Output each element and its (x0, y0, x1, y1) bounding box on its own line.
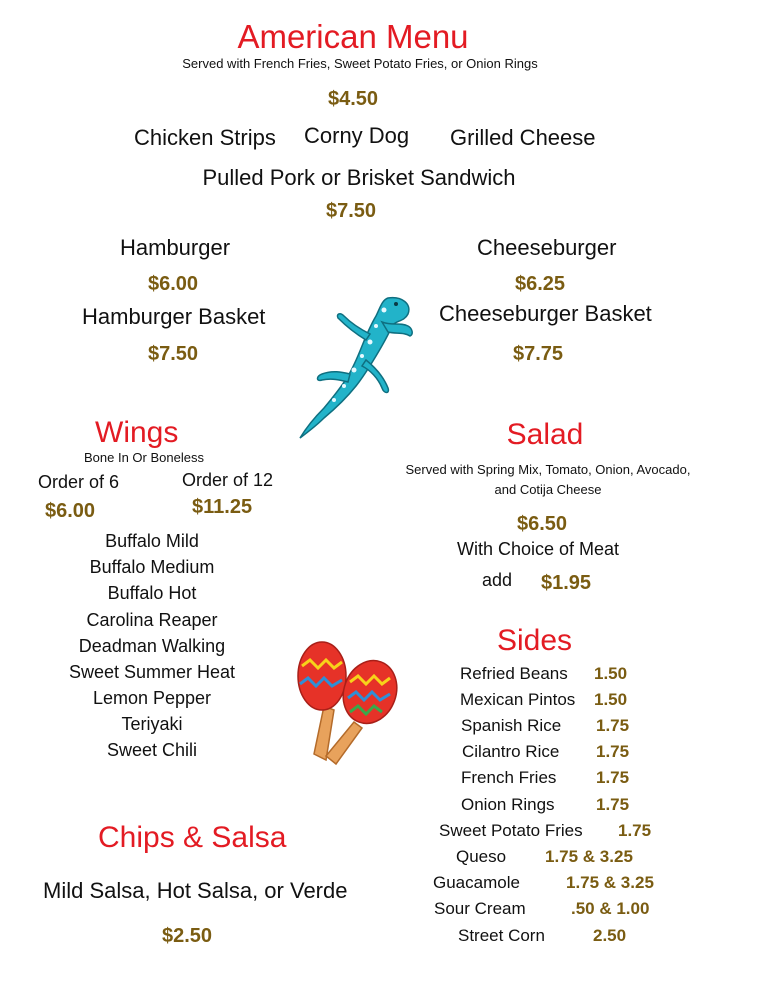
wings-order-12: Order of 12 (182, 470, 274, 490)
wing-flavor: Buffalo Mild (105, 531, 199, 551)
item-hamburger: Hamburger (120, 235, 231, 260)
wing-flavor: Teriyaki (121, 714, 183, 734)
chips-desc: Mild Salsa, Hot Salsa, or Verde (43, 878, 348, 903)
salad-meat: With Choice of Meat (457, 539, 620, 559)
side-name: Sweet Potato Fries (439, 821, 583, 840)
side-price: .50 & 1.00 (571, 899, 650, 918)
side-name: Onion Rings (461, 795, 555, 814)
price-cheeseburger: $6.25 (515, 273, 566, 295)
wing-flavor: Deadman Walking (78, 636, 226, 656)
price-cheeseburger-basket: $7.75 (513, 343, 564, 365)
side-name: Sour Cream (434, 899, 526, 918)
side-price: 1.75 (596, 742, 630, 761)
side-price: 1.50 (594, 664, 628, 683)
side-name: Street Corn (458, 926, 545, 945)
wing-flavor: Sweet Summer Heat (68, 662, 236, 682)
side-name: Queso (456, 847, 507, 866)
maracas-icon (292, 636, 410, 768)
side-price: 1.50 (594, 690, 628, 709)
side-price: 1.75 (596, 795, 630, 814)
salad-title: Salad (506, 418, 584, 451)
item-corny-dog: Corny Dog (304, 123, 410, 148)
item-sandwich: Pulled Pork or Brisket Sandwich (202, 165, 516, 190)
wing-flavor: Buffalo Hot (107, 583, 197, 603)
side-price: 1.75 & 3.25 (566, 873, 654, 892)
american-title: American Menu (237, 18, 469, 55)
side-price: 1.75 (618, 821, 652, 840)
wings-subtitle: Bone In Or Boneless (84, 450, 204, 465)
side-price: 2.50 (593, 926, 627, 945)
item-grilled-cheese: Grilled Cheese (450, 125, 596, 150)
salad-desc-1: Served with Spring Mix, Tomato, Onion, Avocado, (405, 462, 691, 477)
american-subtitle: Served with French Fries, Sweet Potato Fries, or Onion Rings (182, 56, 538, 71)
side-name: French Fries (461, 768, 557, 787)
side-price: 1.75 (596, 768, 630, 787)
salad-add-price: $1.95 (541, 572, 592, 594)
side-name: Spanish Rice (461, 716, 562, 735)
item-cheeseburger: Cheeseburger (477, 235, 617, 260)
salad-add-label: add (482, 570, 513, 590)
salad-desc-2: and Cotija Cheese (494, 482, 602, 497)
salad-price: $6.50 (516, 513, 568, 535)
wings-order-6: Order of 6 (38, 472, 120, 492)
side-price: 1.75 & 3.25 (545, 847, 633, 866)
item-chicken-strips: Chicken Strips (134, 125, 276, 150)
american-price-1: $4.50 (327, 88, 379, 110)
item-cheeseburger-basket: Cheeseburger Basket (439, 301, 652, 326)
side-name: Mexican Pintos (460, 690, 576, 709)
american-price-2: $7.50 (325, 200, 377, 222)
wing-flavor: Carolina Reaper (86, 610, 218, 630)
wings-title: Wings (95, 416, 179, 449)
side-name: Cilantro Rice (462, 742, 560, 761)
item-hamburger-basket: Hamburger Basket (82, 304, 266, 329)
wings-price-12: $11.25 (192, 496, 253, 518)
side-name: Refried Beans (460, 664, 568, 683)
wing-flavor: Buffalo Medium (89, 557, 215, 577)
sides-title: Sides (497, 624, 573, 657)
wing-flavor: Sweet Chili (106, 740, 198, 760)
wings-price-6: $6.00 (45, 500, 96, 522)
chips-title: Chips & Salsa (98, 821, 287, 854)
wing-flavor: Lemon Pepper (92, 688, 212, 708)
chips-price: $2.50 (162, 925, 213, 947)
price-hamburger: $6.00 (148, 273, 199, 295)
side-name: Guacamole (433, 873, 520, 892)
side-price: 1.75 (596, 716, 630, 735)
price-hamburger-basket: $7.50 (148, 343, 199, 365)
